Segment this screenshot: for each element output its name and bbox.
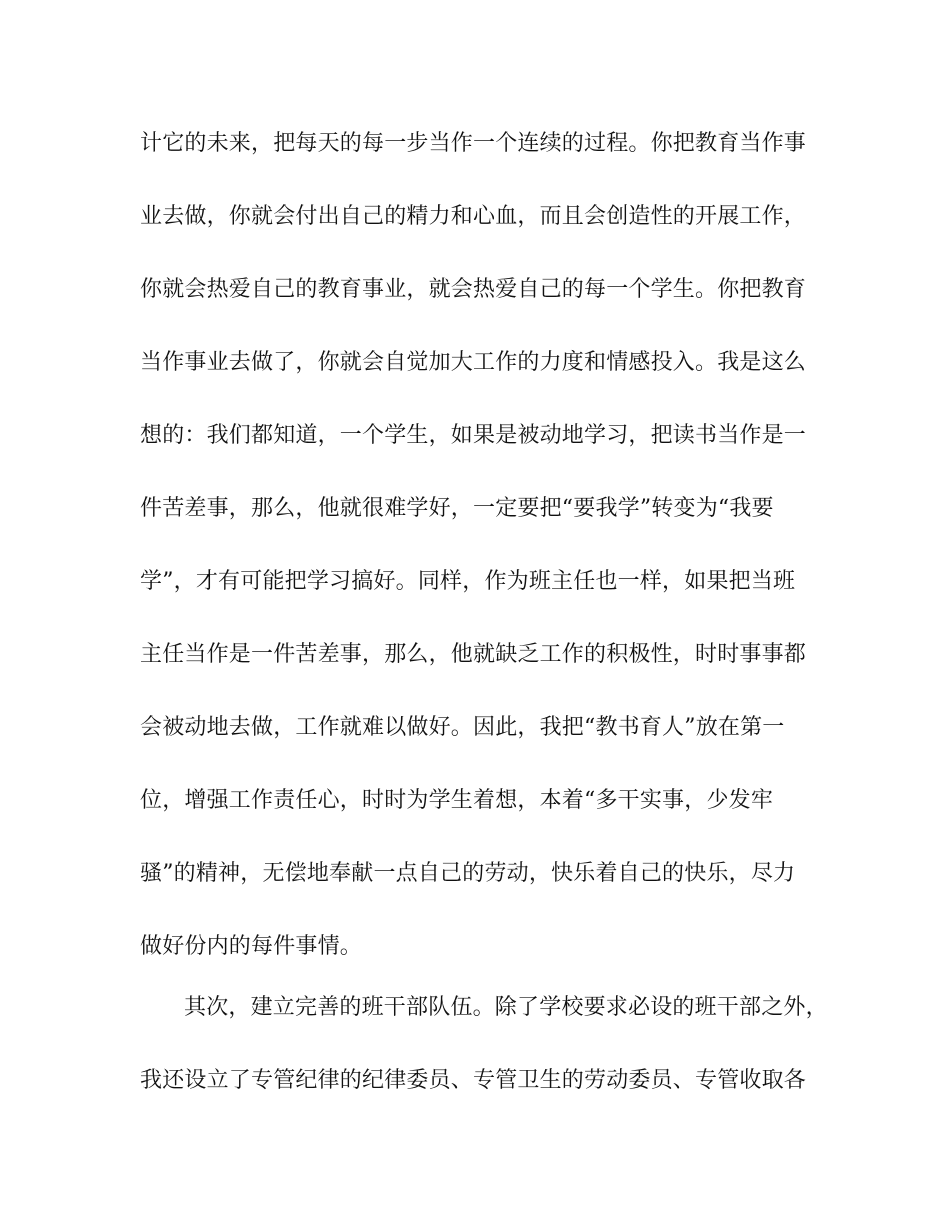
text-line: 位，增强工作责任心，时时为学生着想，本着“多干实事，少发牢: [140, 788, 774, 813]
text-line: 计它的未来，把每天的每一步当作一个连续的过程。你把教育当作事: [140, 131, 807, 156]
text-line: 主任当作是一件苦差事，那么，他就缺乏工作的积极性，时时事事都: [140, 642, 807, 667]
text-line: 做好份内的每件事情。: [140, 934, 363, 959]
text-line: 会被动地去做，工作就难以做好。因此，我把“教书育人”放在第一: [140, 715, 785, 740]
text-line: 学”，才有可能把学习搞好。同样，作为班主任也一样，如果把当班: [140, 569, 796, 594]
text-line: 你就会热爱自己的教育事业，就会热爱自己的每一个学生。你把教育: [140, 277, 807, 302]
text-line: 业去做，你就会付出自己的精力和心血，而且会创造性的开展工作，: [140, 204, 807, 229]
paragraph-first-line: 其次，建立完善的班干部队伍。除了学校要求必设的班干部之外，: [184, 995, 828, 1020]
text-line: 当作事业去做了，你就会自觉加大工作的力度和情感投入。我是这么: [140, 350, 807, 375]
text-line: 件苦差事，那么，他就很难学好，一定要把“要我学”转变为“我要: [140, 496, 774, 521]
text-line: 我还设立了专管纪律的纪律委员、专管卫生的劳动委员、专管收取各: [140, 1068, 807, 1093]
text-line: 骚”的精神，无偿地奉献一点自己的劳动，快乐着自己的快乐，尽力: [140, 861, 796, 886]
text-line: 想的：我们都知道，一个学生，如果是被动地学习，把读书当作是一: [140, 423, 807, 448]
